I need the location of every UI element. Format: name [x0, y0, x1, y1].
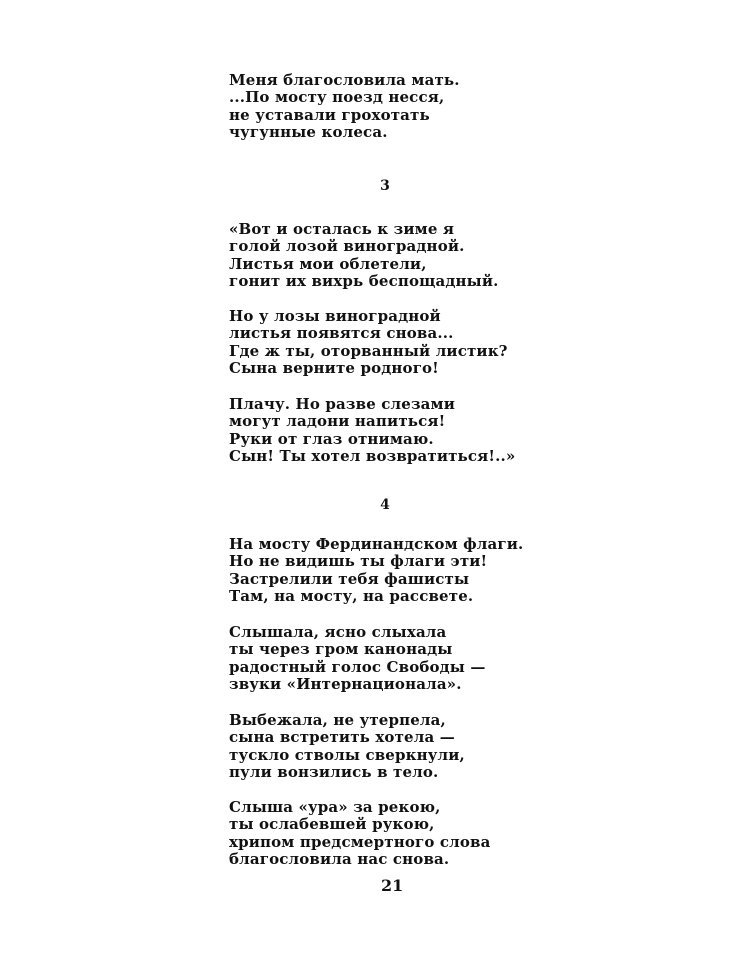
verse-line: Но у лозы виноградной	[229, 307, 441, 325]
verse-line: Застрелили тебя фашисты	[229, 569, 470, 588]
verse-line: Слышала, ясно слыхала	[229, 623, 447, 641]
stanza-4-3	[229, 712, 465, 782]
verse-line: Меня благословила мать.	[229, 71, 460, 89]
verse-line: гонит их вихрь беспощадный.	[229, 272, 499, 291]
verse-line: На мосту Фердинандском флаги.	[229, 535, 524, 553]
verse-line: радостный голос Свободы —	[229, 657, 486, 676]
verse-line: тускло стволы сверкнули,	[229, 745, 465, 764]
verse-line: Сын! Ты хотел возвратиться!..»	[229, 447, 516, 466]
stanza-3-3	[229, 396, 515, 466]
verse-line: могут ладони напиться!	[229, 412, 446, 431]
stanza-3-1	[229, 221, 499, 291]
page-number: 21	[381, 876, 404, 895]
verse-line: ...По мосту поезд несся,	[229, 88, 445, 107]
verse-line: Выбежала, не утерпела,	[229, 711, 446, 729]
verse-line: не уставали грохотать	[229, 105, 430, 124]
section-number-4: 4	[380, 497, 390, 513]
verse-line: Там, на мосту, на рассвете.	[229, 587, 474, 606]
verse-line: звуки «Интернационала».	[229, 675, 462, 694]
verse-line: Где ж ты, оторванный листик?	[229, 341, 508, 360]
verse-line: сына встретить хотела —	[229, 728, 455, 747]
verse-line: Плачу. Но разве слезами	[229, 395, 456, 413]
verse-line: Но не видишь ты флаги эти!	[229, 552, 488, 571]
verse-line: «Вот и осталась к зиме я	[229, 220, 455, 238]
section-number-3: 3	[380, 178, 390, 194]
verse-line: Листья мои облетели,	[229, 254, 427, 273]
verse-line: хрипом предсмертного слова	[229, 832, 491, 851]
verse-line: Слыша «ура» за рекою,	[229, 798, 441, 816]
verse-line: Сына верните родного!	[229, 359, 439, 378]
verse-line: Руки от глаз отнимаю.	[229, 429, 434, 448]
verse-line: листья появятся снова...	[229, 324, 454, 343]
stanza-4-1	[229, 536, 523, 606]
verse-line: ты ослабевшей рукою,	[229, 815, 435, 834]
stanza-3-2	[229, 308, 508, 378]
stanza-4-4	[229, 799, 490, 869]
stanza-4-2	[229, 624, 486, 694]
verse-line: пули вонзились в тело.	[229, 763, 439, 782]
verse-line: ты через гром канонады	[229, 640, 453, 659]
verse-line: голой лозой виноградной.	[229, 237, 465, 256]
verse-line: благословила нас снова.	[229, 850, 450, 869]
verse-line: чугунные колеса.	[229, 123, 388, 142]
stanza-top	[229, 72, 460, 142]
